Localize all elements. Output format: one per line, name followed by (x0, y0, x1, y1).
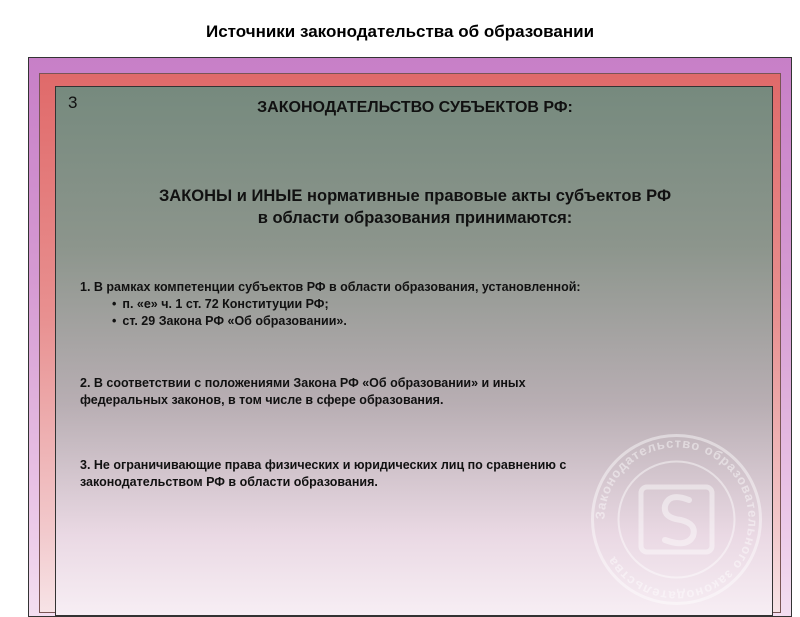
item-3-line-2: законодательством РФ в области образования. (80, 475, 378, 489)
seal-text: Законодательство образовательного законодательства (592, 435, 761, 604)
slide-heading: ЗАКОНОДАТЕЛЬСТВО СУБЪЕКТОВ РФ: (257, 99, 573, 116)
law-section-seal-icon (589, 432, 764, 607)
page-title: Источники законодательства об образовании (205, 22, 595, 41)
bullet-item: • ст. 29 Закона РФ «Об образовании». (112, 313, 740, 330)
list-item-2 (80, 375, 740, 409)
bullet-item: • п. «е» ч. 1 ст. 72 Конституции РФ; (112, 296, 740, 313)
item-1-bullets (80, 296, 740, 330)
item-1-text: 1. В рамках компетенции субъектов РФ в области образования, установленной: (80, 280, 581, 294)
item-2-line-2: федеральных законов, в том числе в сфере образования. (80, 393, 444, 407)
subheading-line-2: в области образования принимаются: (257, 209, 573, 227)
subheading-line-1: ЗАКОНЫ и ИНЫЕ нормативные правовые акты субъектов РФ (158, 187, 672, 205)
slide-number: 3 (68, 93, 78, 112)
list-item-1 (80, 279, 740, 330)
item-3-line-1: 3. Не ограничивающие права физических и юридических лиц по сравнению с (80, 458, 567, 472)
item-2-line-1: 2. В соответствии с положениями Закона РФ «Об образовании» и иных (80, 376, 526, 390)
slide-subheading (56, 185, 773, 229)
slide-panel (55, 86, 773, 616)
